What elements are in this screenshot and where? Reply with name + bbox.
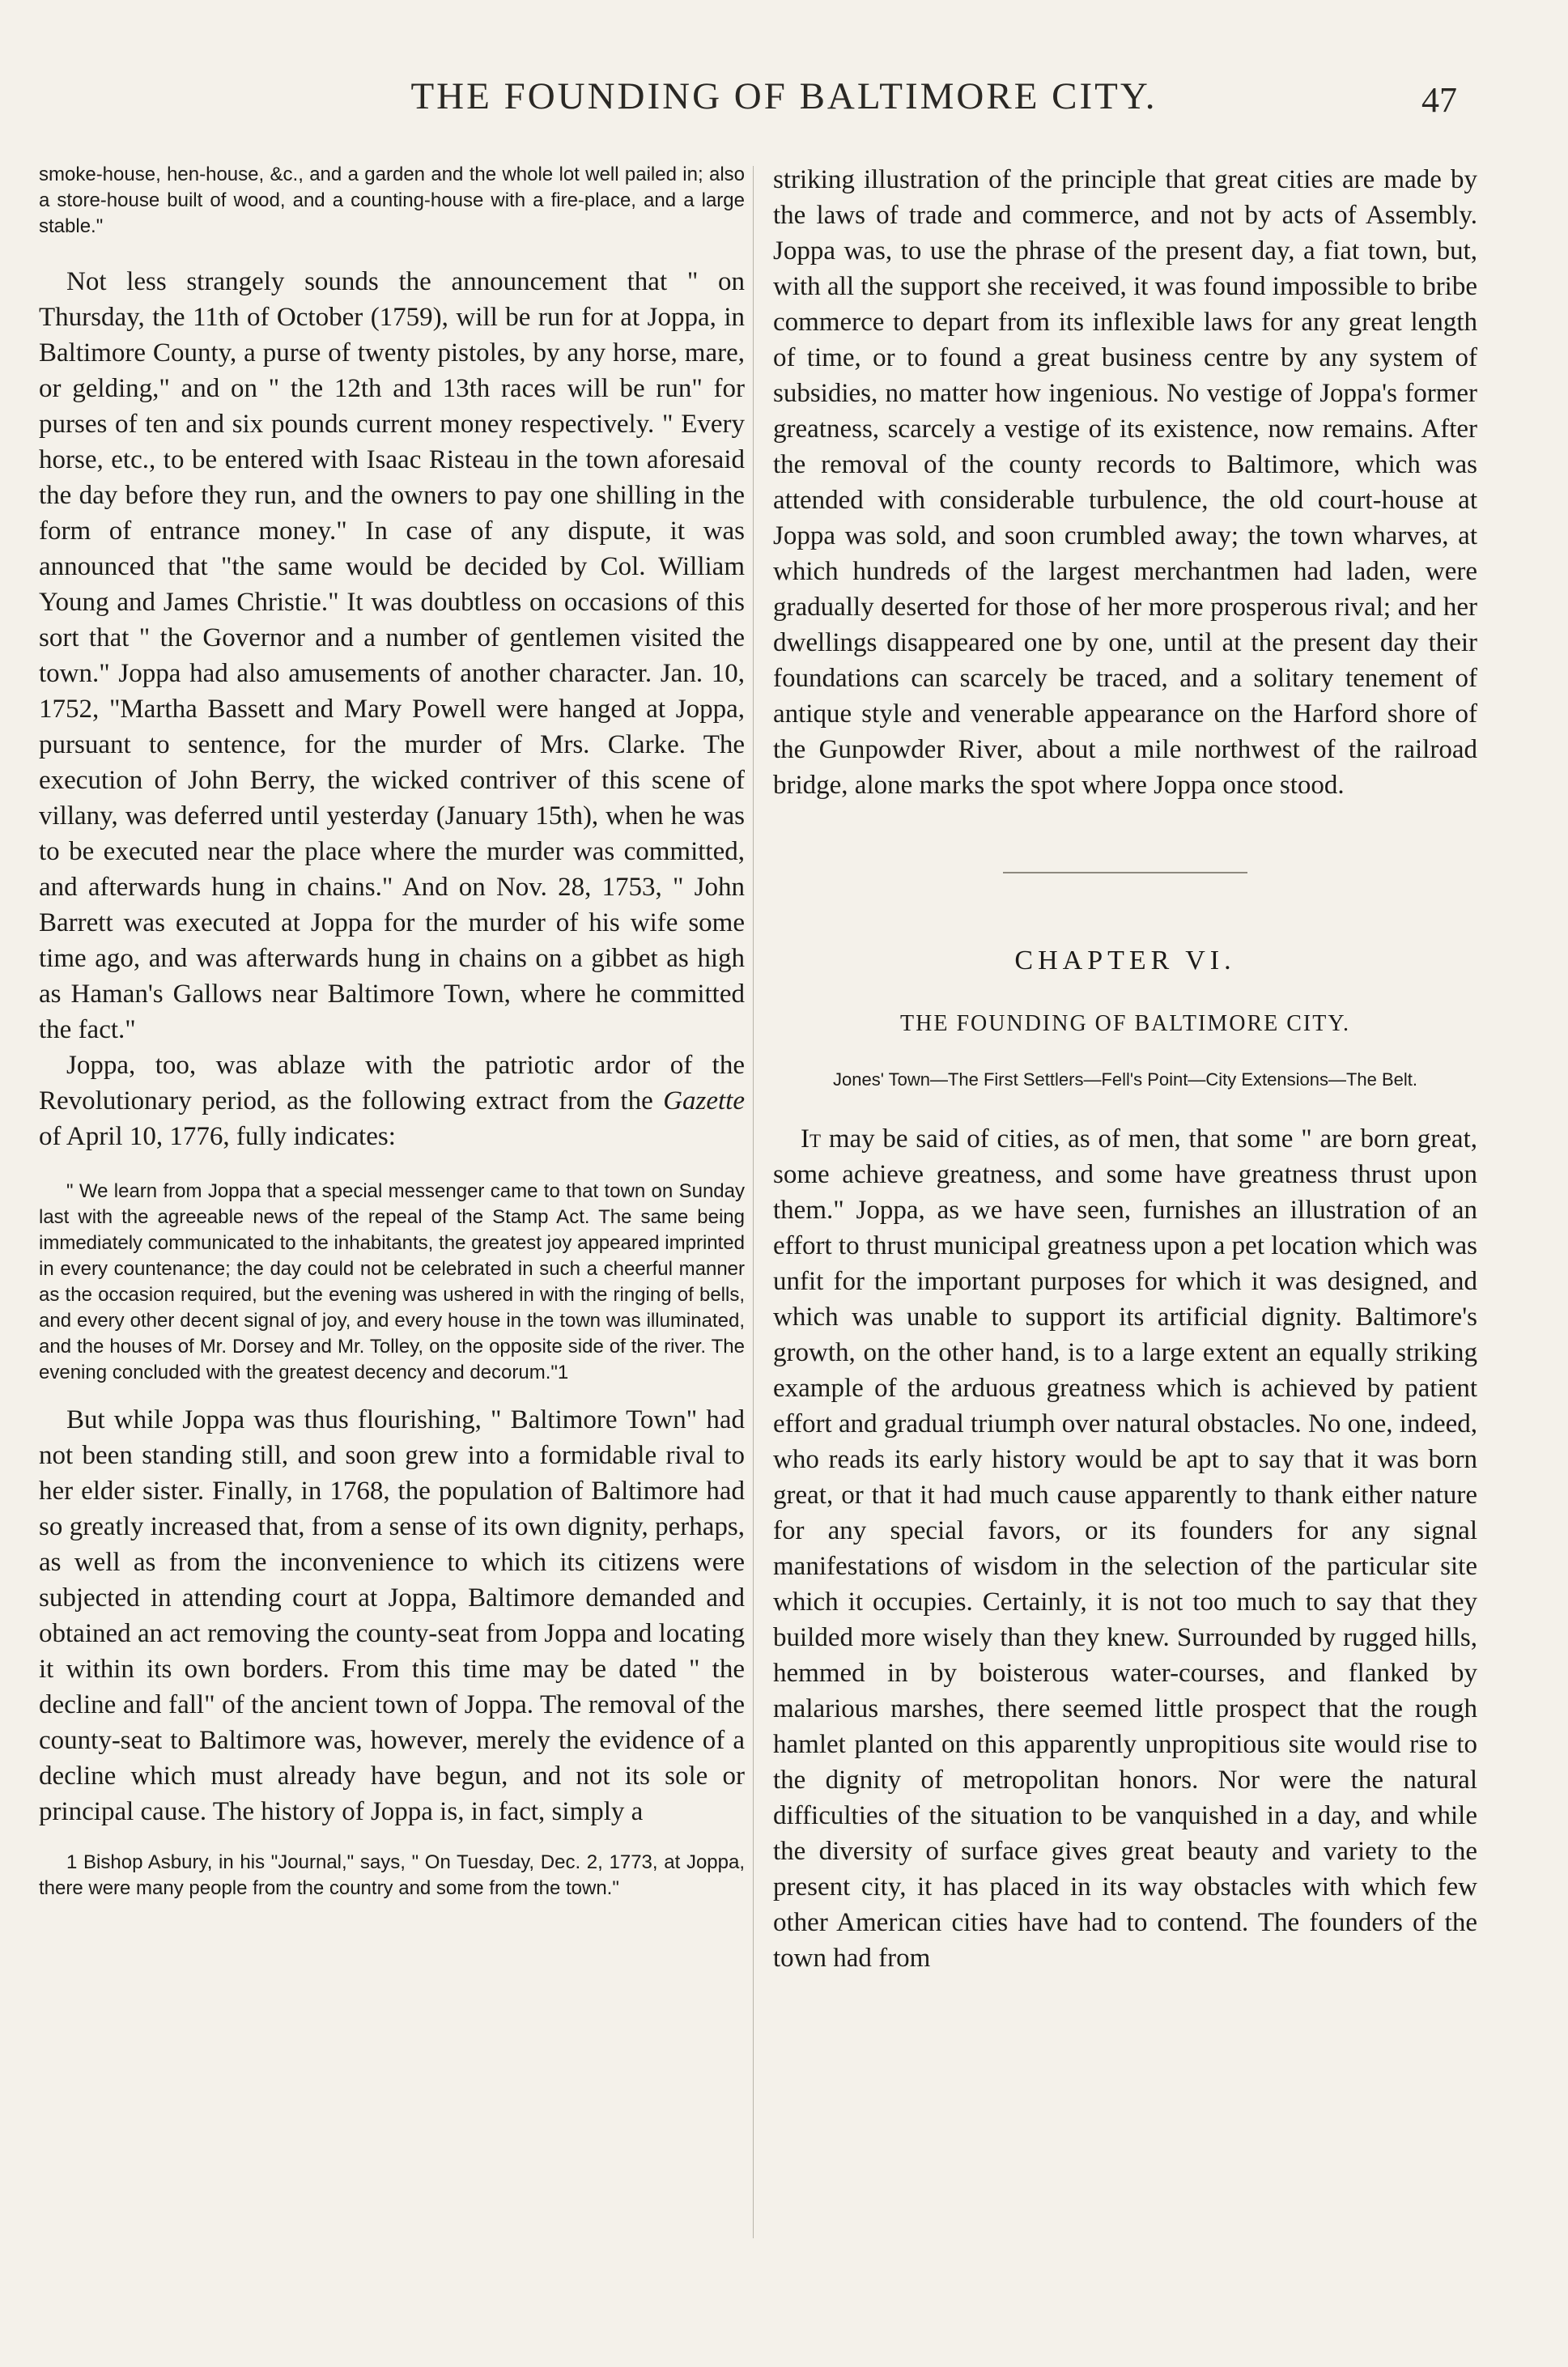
left-column: [39, 162, 745, 1902]
chapter-summary: Jones' Town—The First Settlers—Fell's Point—City Extensions—The Belt.: [832, 1069, 1418, 1090]
gazette-quote: " We learn from Joppa that a special messenger came to that town on Sunday last with the agreeable news of the repeal of the Stamp Act. The same being immediately communicated to the inhabitants, the greatest joy appeared imprinted in every countenance; the day could not be celebrated in such a cheerful manner as the occasion required, but the evening was ushered in with the ringing of bells, and every other decent signal of joy, and every house in the town was illuminated, and the houses of Mr. Dorsey and Mr. Tolley, on the opposite side of the river. The evening concluded with the greatest decency and decorum."1: [39, 1180, 745, 1383]
continued-quote-fragment: smoke-house, hen-house, &c., and a garden and the whole lot well pailed in; also a store-house built of wood, and a counting-house with a fire-place, and a large stable.": [39, 164, 745, 237]
paragraph-lead-word: It: [801, 1124, 822, 1154]
paragraph-text: Joppa, too, was ablaze with the patriotic ardor of the Revolutionary period, as the following extract from the: [39, 1051, 745, 1116]
chapter-subtitle: THE FOUNDING OF BALTIMORE CITY.: [900, 1011, 1350, 1036]
running-head: THE FOUNDING OF BALTIMORE CITY.: [410, 75, 1158, 117]
paragraph-revolutionary-period: [39, 1048, 745, 1154]
paragraph-text: of April 10, 1776, fully indicates:: [39, 1122, 396, 1151]
right-column: [773, 162, 1477, 1976]
paragraph-cities-greatness: [773, 1121, 1477, 1976]
column-divider: [753, 166, 754, 2238]
paragraph-text: may be said of cities, as of men, that some " are born great, some achieve greatness, and some have greatness thrust upon them." Joppa, as we have seen, furnishes an illustration of an effort to thrust municipal greatness upon a pet location which was unfit for the important purposes for which it was designed, and which was unable to support its artificial dignity. Baltimore's growth, on the other hand, is to a large extent an equally striking example of the arduous greatness which is achieved by patient effort and gradual triumph over natural obstacles. No one, indeed, who reads its early history would be apt to say that it was born great, or that it had much cause apparently to thank either nature for any special favors, or its founders for any signal manifestations of wisdom in the selection of the particular site which it occupies. Certainly, it is not too much to say that they builded more wisely than they knew. Surrounded by rugged hills, hemmed in by boisterous water-courses, and flanked by malarious marshes, there seemed little prospect that the rough hamlet planted on this apparently unpropitious site would rise to the dignity of metropolitan honors. Nor were the natural difficulties of the situation to be vanquished in a day, and while the diversity of surface gives great beauty and variety to the present city, it has placed in its way obstacles with which few other American cities have had to contend. The founders of the town had from: [773, 1124, 1478, 1973]
footnote: 1 Bishop Asbury, in his "Journal," says, " On Tuesday, Dec. 2, 1773, at Joppa, there were many people from the country and some from the town.": [39, 1851, 745, 1899]
paragraph-joppa-decline: striking illustration of the principle that great cities are made by the laws of trade and commerce, and not by acts of Assembly. Joppa was, to use the phrase of the present day, a fiat town, but, with all the support she received, it was found impossible to bribe commerce to depart from its inflexible laws for any great length of time, or to found a great business centre by any system of subsidies, no matter how ingenious. No vestige of Joppa's former greatness, scarcely a vestige of its existence, now remains. After the removal of the county records to Baltimore, which was attended with considerable turbulence, the old court-house at Joppa was sold, and soon crumbled away; the town wharves, at which hundreds of the largest merchantmen had laden, were gradually deserted for those of her more prosperous rival; and her dwellings disappeared one by one, until at the present day their foundations can scarcely be traced, and a solitary tenement of antique style and venerable appearance on the Harford shore of the Gunpowder River, about a mile northwest of the railroad bridge, alone marks the spot where Joppa once stood.: [773, 165, 1477, 800]
chapter-heading: CHAPTER VI.: [1014, 946, 1236, 975]
footnote-separator: [39, 1842, 136, 1843]
gazette-title: Gazette: [663, 1086, 745, 1116]
paragraph-races-and-executions: Not less strangely sounds the announcement that " on Thursday, the 11th of October (1759), will be run for at Joppa, in Baltimore County, a purse of twenty pistoles, by any horse, mare, or gelding," and on " the 12th and 13th races will be run" for purses of ten and six pounds current money respectively. " Every horse, etc., to be entered with Isaac Risteau in the town aforesaid the day before they run, and the owners to pay one shilling in the form of entrance money." In case of any dispute, it was announced that "the same would be decided by Col. William Young and James Christie." It was doubtless on occasions of this sort that " the Governor and a number of gentlemen visited the town." Joppa had also amusements of another character. Jan. 10, 1752, "Martha Bassett and Mary Powell were hanged at Joppa, pursuant to sentence, for the murder of Mrs. Clarke. The execution of John Berry, the wicked contriver of this scene of villany, was deferred until yesterday (January 15th), when he was to be executed near the place where the murder was committed, and afterwards hung in chains." And on Nov. 28, 1753, " John Barrett was executed at Joppa for the murder of his wife some time ago, and was afterwards hung in chains on a gibbet as high as Haman's Gallows near Baltimore Town, where he committed the fact.": [39, 267, 745, 1044]
chapter-divider: [1003, 872, 1247, 873]
paragraph-baltimore-rival: But while Joppa was thus flourishing, " Baltimore Town" had not been standing still, and soon grew into a formidable rival to her elder sister. Finally, in 1768, the population of Baltimore had so greatly increased that, from a sense of its own dignity, perhaps, as well as from the inconvenience to which its citizens were subjected in attending court at Joppa, Baltimore demanded and obtained an act removing the county-seat from Joppa and locating it within its own borders. From this time may be dated " the decline and fall" of the ancient town of Joppa. The removal of the county-seat to Baltimore was, however, merely the evidence of a decline which must already have begun, and not its sole or principal cause. The history of Joppa is, in fact, simply a: [39, 1405, 745, 1826]
page-number: 47: [1421, 80, 1457, 120]
